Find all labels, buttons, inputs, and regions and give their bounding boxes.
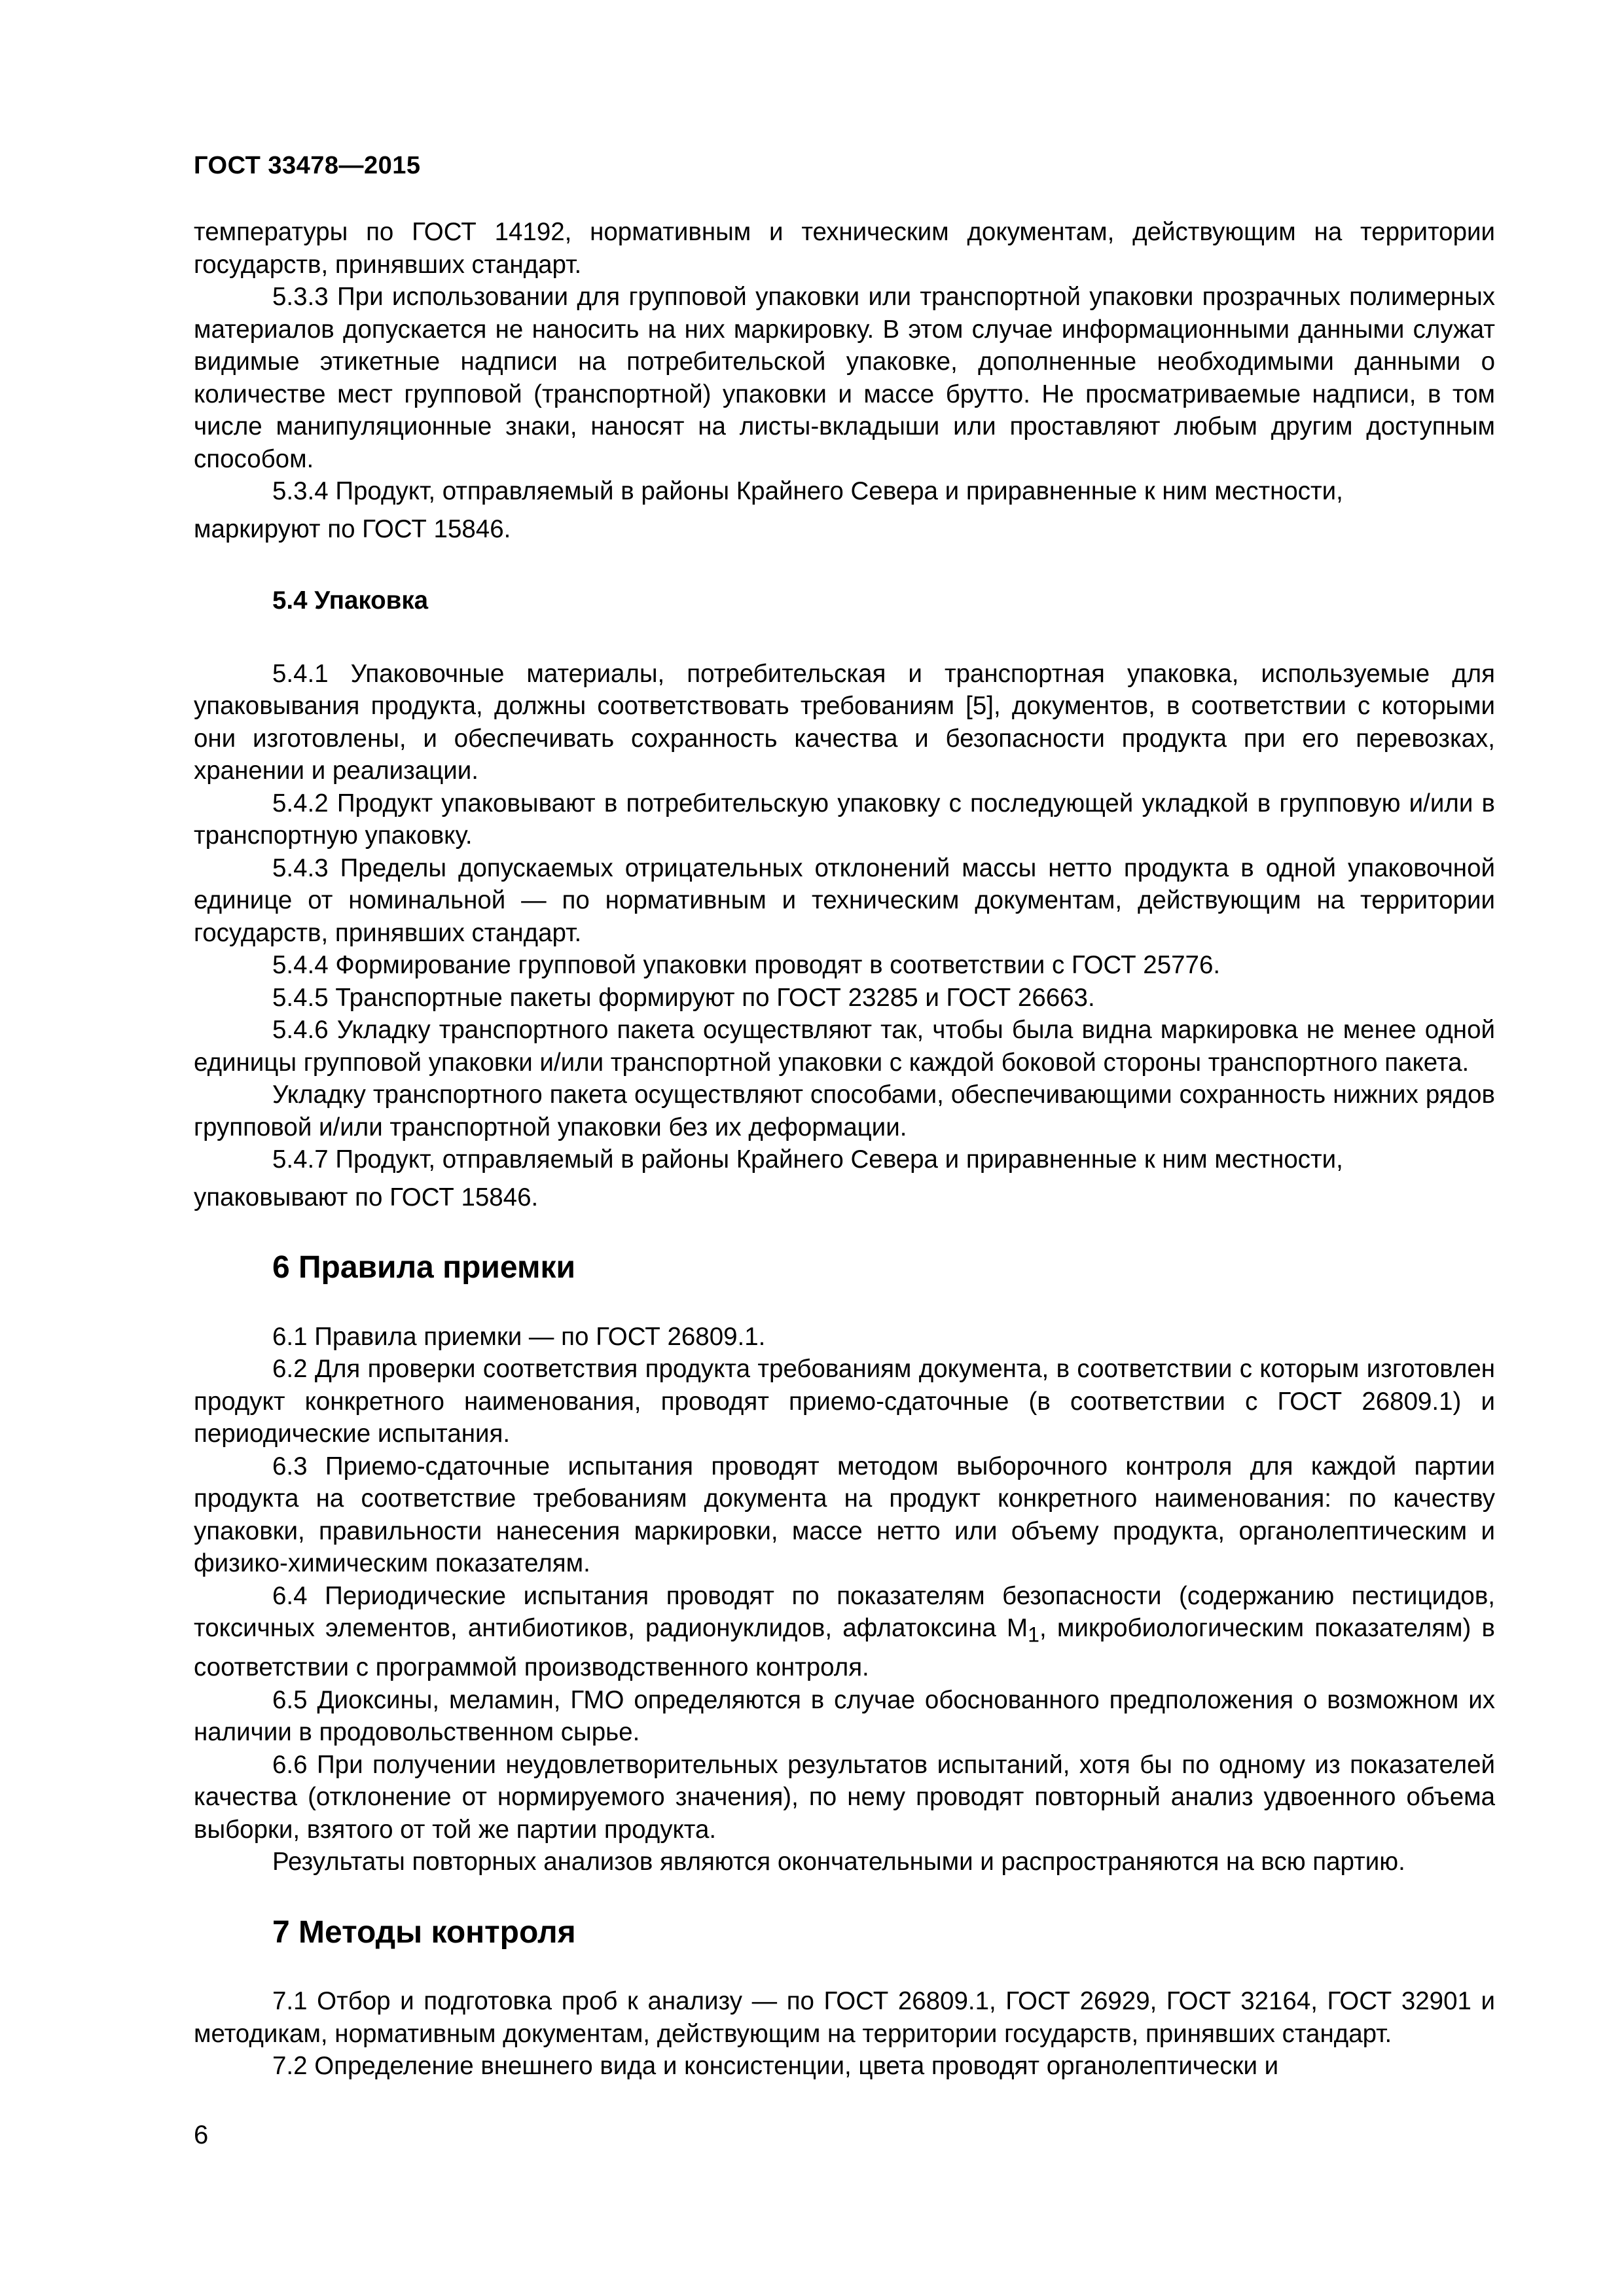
paragraph-5-4-5: 5.4.5 Транспортные пакеты формируют по ГОСТ 23285 и ГОСТ 26663. <box>272 983 1095 1012</box>
paragraph-6-1: 6.1 Правила приемки — по ГОСТ 26809.1. <box>272 1322 766 1351</box>
paragraph-6-4-text: 6.4 Периодические испытания проводят по показателям безопасности (содержанию пестицидов, токсичных элементов, антибиотиков, радионуклидов, афлатоксина М <box>194 1581 1495 1642</box>
section-heading-6: 6 Правила приемки <box>272 1250 576 1285</box>
paragraph-6-2: 6.2 Для проверки соответствия продукта требованиям документа, в соответствии с которым изготовлен продукт конкретного наименования, проводят приемо-сдаточные (в соответствии с ГОСТ 26809.1) и периодические испытания. <box>194 1355 1495 1448</box>
paragraph-6-6: 6.6 При получении неудовлетворительных результатов испытаний, хотя бы по одному из показателей качества (отклонение от нормируемого значения), по нему проводят повторный анализ удвоенного объема выборки, взятого от той же партии продукта. <box>194 1750 1495 1844</box>
document-header: ГОСТ 33478—2015 <box>194 152 421 179</box>
subsection-heading-5-4: 5.4 Упаковка <box>272 586 428 615</box>
paragraph-6-4 <box>194 1580 1495 1684</box>
paragraph-5-4-4: 5.4.4 Формирование групповой упаковки проводят в соответствии с ГОСТ 25776. <box>272 951 1221 979</box>
document-body <box>194 216 1495 2083</box>
paragraph-5-4-6-b: Укладку транспортного пакета осуществляют способами, обеспечивающими сохранность нижних рядов групповой и/или транспортной упаковки без их деформации. <box>194 1081 1495 1141</box>
paragraph-5-3-3: 5.3.3 При использовании для групповой упаковки или транспортной упаковки прозрачных полимерных материалов допускается не наносить на них маркировку. В этом случае информационными данными служат видимые этикетные надписи на потребительской упаковке, дополненные необходимыми данными о количестве мест групповой (транспортной) упаковки и массе брутто. Не просматриваемые надписи, в том числе манипуляционные знаки, наносят на листы-вкладыши или проставляют любым другим доступным способом. <box>194 283 1495 473</box>
paragraph-5-4-2: 5.4.2 Продукт упаковывают в потребительскую упаковку с последующей укладкой в групповую и/или в транспортную упаковку. <box>194 789 1495 850</box>
section-heading-7: 7 Методы контроля <box>272 1914 576 1950</box>
paragraph-6-4-text-end: , микробиологическим показателям) в соответствии с программой производственного контроля. <box>194 1614 1496 1682</box>
paragraph-6-3: 6.3 Приемо-сдаточные испытания проводят методом выборочного контроля для каждой партии продукта на соответствие требованиям документа на продукт конкретного наименования: по качеству упаковки, правильности нанесения маркировки, массе нетто или объему продукта, органолептическим и физико-химическим показателям. <box>194 1452 1495 1577</box>
paragraph-5-4-7-tail: упаковывают по ГОСТ 15846. <box>194 1183 539 1211</box>
paragraph-5-4-1: 5.4.1 Упаковочные материалы, потребительская и транспортная упаковка, используемые для упаковывания продукта, должны соответствовать требованиям [5], документов, в соответствии с которыми они изготовлены, и обеспечивать сохранность качества и безопасности продукта при его перевозках, хранении и реализации. <box>194 659 1495 785</box>
paragraph-5-4-7: 5.4.7 Продукт, отправляемый в районы Крайнего Севера и приравненные к ним местности, <box>272 1145 1343 1174</box>
paragraph-7-2: 7.2 Определение внешнего вида и консистенции, цвета проводят органолептически и <box>272 2052 1279 2081</box>
page-number: 6 <box>194 2121 209 2149</box>
paragraph-6-4-subscript: 1 <box>1028 1623 1039 1647</box>
paragraph-6-6-b: Результаты повторных анализов являются окончательными и распространяются на всю партию. <box>272 1848 1405 1876</box>
paragraph-6-5: 6.5 Диоксины, меламин, ГМО определяются в случае обоснованного предположения о возможном их наличии в продовольственном сырье. <box>194 1685 1495 1747</box>
paragraph-5-3-4-tail: маркируют по ГОСТ 15846. <box>194 514 511 543</box>
paragraph-7-1: 7.1 Отбор и подготовка проб к анализу — по ГОСТ 26809.1, ГОСТ 26929, ГОСТ 32164, ГОСТ 32901 и методикам, нормативным документам, действующим на территории государств, принявших стандарт. <box>194 1987 1495 2048</box>
paragraph-continuation: температуры по ГОСТ 14192, нормативным и техническим документам, действующим на территории государств, принявших стандарт. <box>194 218 1495 279</box>
paragraph-5-4-3: 5.4.3 Пределы допускаемых отрицательных отклонений массы нетто продукта в одной упаковочной единице от номинальной — по нормативным и техническим документам, действующим на территории государств, принявших стандарт. <box>194 853 1495 947</box>
paragraph-5-3-4: 5.3.4 Продукт, отправляемый в районы Крайнего Севера и приравненные к ним местности, <box>272 477 1343 505</box>
paragraph-5-4-6: 5.4.6 Укладку транспортного пакета осуществляют так, чтобы была видна маркировка не менее одной единицы групповой упаковки и/или транспортной упаковки с каждой боковой стороны транспортного пакета. <box>194 1016 1495 1077</box>
